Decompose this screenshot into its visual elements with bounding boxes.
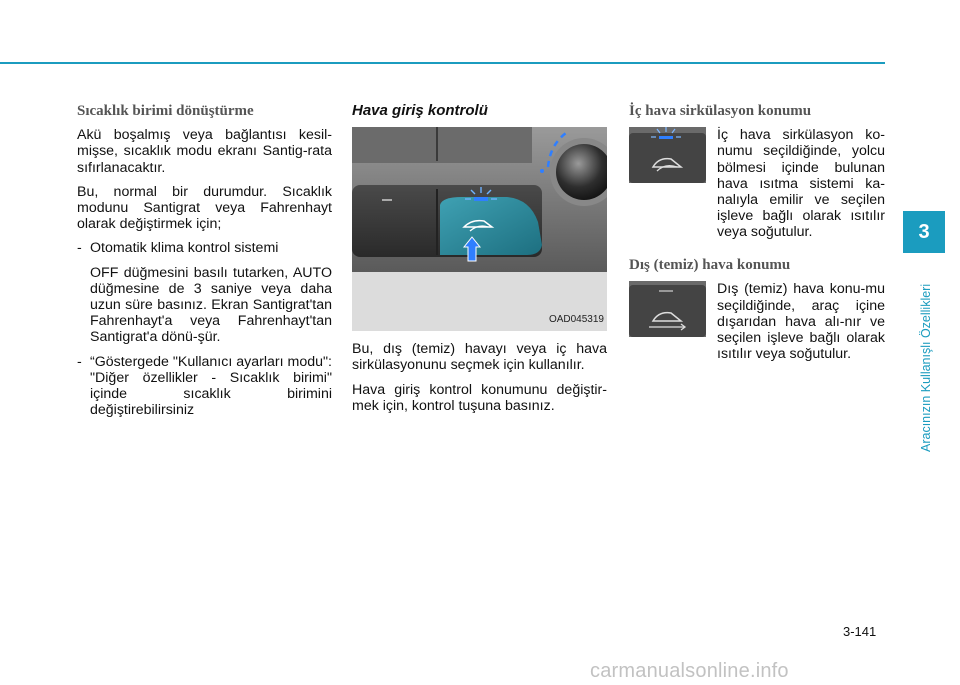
photo-code: OAD045319 (548, 314, 604, 325)
watermark: carmanualsonline.info (590, 660, 789, 682)
list-item-detail: OFF düğmesini basılı tutarken, AUTO düğmesine de 3 saniye veya daha uzun süre basınız. Ekran Santigrat'tan Fahrenhayt'a veya Fahrenhayt'tan Santigrat'a dönü-şür. (90, 264, 332, 346)
list-item (77, 354, 332, 419)
chapter-side-title (913, 262, 937, 452)
dash-marker: - (77, 353, 82, 370)
paragraph: Bu, dış (temiz) havayı veya iç hava sirkülasyonunu seçmek için kullanılır. (352, 341, 607, 374)
list-item (77, 240, 332, 256)
chapter-tab: 3 (903, 211, 945, 253)
control-panel-photo (352, 127, 607, 331)
column-air-intake (352, 103, 607, 422)
section-heading: Sıcaklık birimi dönüştürme (77, 103, 254, 119)
list-item-text: “Göstergede "Kullanıcı ayarları modu": "Diğer özellikler - Sıcaklık birimi" içinde sıcaklık birimini değiştirebilirsiniz (90, 353, 332, 419)
chapter-title: Aracınızın Kullanışlı Özellikleri (919, 283, 933, 452)
recirculation-button-icon (629, 127, 706, 183)
control-panel-illustration (352, 127, 607, 331)
paragraph: Akü boşalmış veya bağlantısı kesil-mişse, sıcaklık modu ekranı Santig-rata sıfırlanacaktır. (77, 127, 332, 176)
bullet-list (77, 240, 332, 256)
section-heading: Hava giriş kontrolü (352, 102, 488, 119)
column-intake-modes (629, 103, 885, 385)
top-rule (0, 62, 885, 64)
section-heading: Dış (temiz) hava konumu (629, 257, 791, 274)
paragraph: Bu, normal bir durumdur. Sıcaklık modunu Santigrat veya Fahrenhayt olarak değiştirmek için; (77, 183, 332, 233)
column-temperature-unit (77, 103, 332, 426)
fresh-air-button-icon (629, 281, 706, 337)
bullet-list (77, 354, 332, 419)
section-heading: İç hava sirkülasyon konumu (629, 103, 812, 119)
list-item-text: Otomatik klima kontrol sistemi (90, 240, 279, 257)
page-number: 3-141 (843, 624, 877, 639)
paragraph: Hava giriş kontrol konumunu değiştir-mek için, kontrol tuşuna basınız. (352, 381, 607, 414)
recirculation-description: İç hava sirkülasyon ko-numu seçildiğinde, yolcu bölmesi içinde bulunan hava ısıtma sistemi ka-nalıyla emilir ve seçilen işleve bağlı olarak ısıtılır veya soğutulur. (717, 127, 885, 241)
fresh-air-mode (629, 281, 885, 381)
dash-marker: - (77, 240, 82, 257)
fresh-air-description: Dış (temiz) hava konu-mu seçildiğinde, araç içine dışarıdan hava alı-nır ve seçilen işleve bağlı olarak ısıtılır veya soğutulur. (717, 281, 885, 363)
recirculation-mode (629, 127, 885, 245)
